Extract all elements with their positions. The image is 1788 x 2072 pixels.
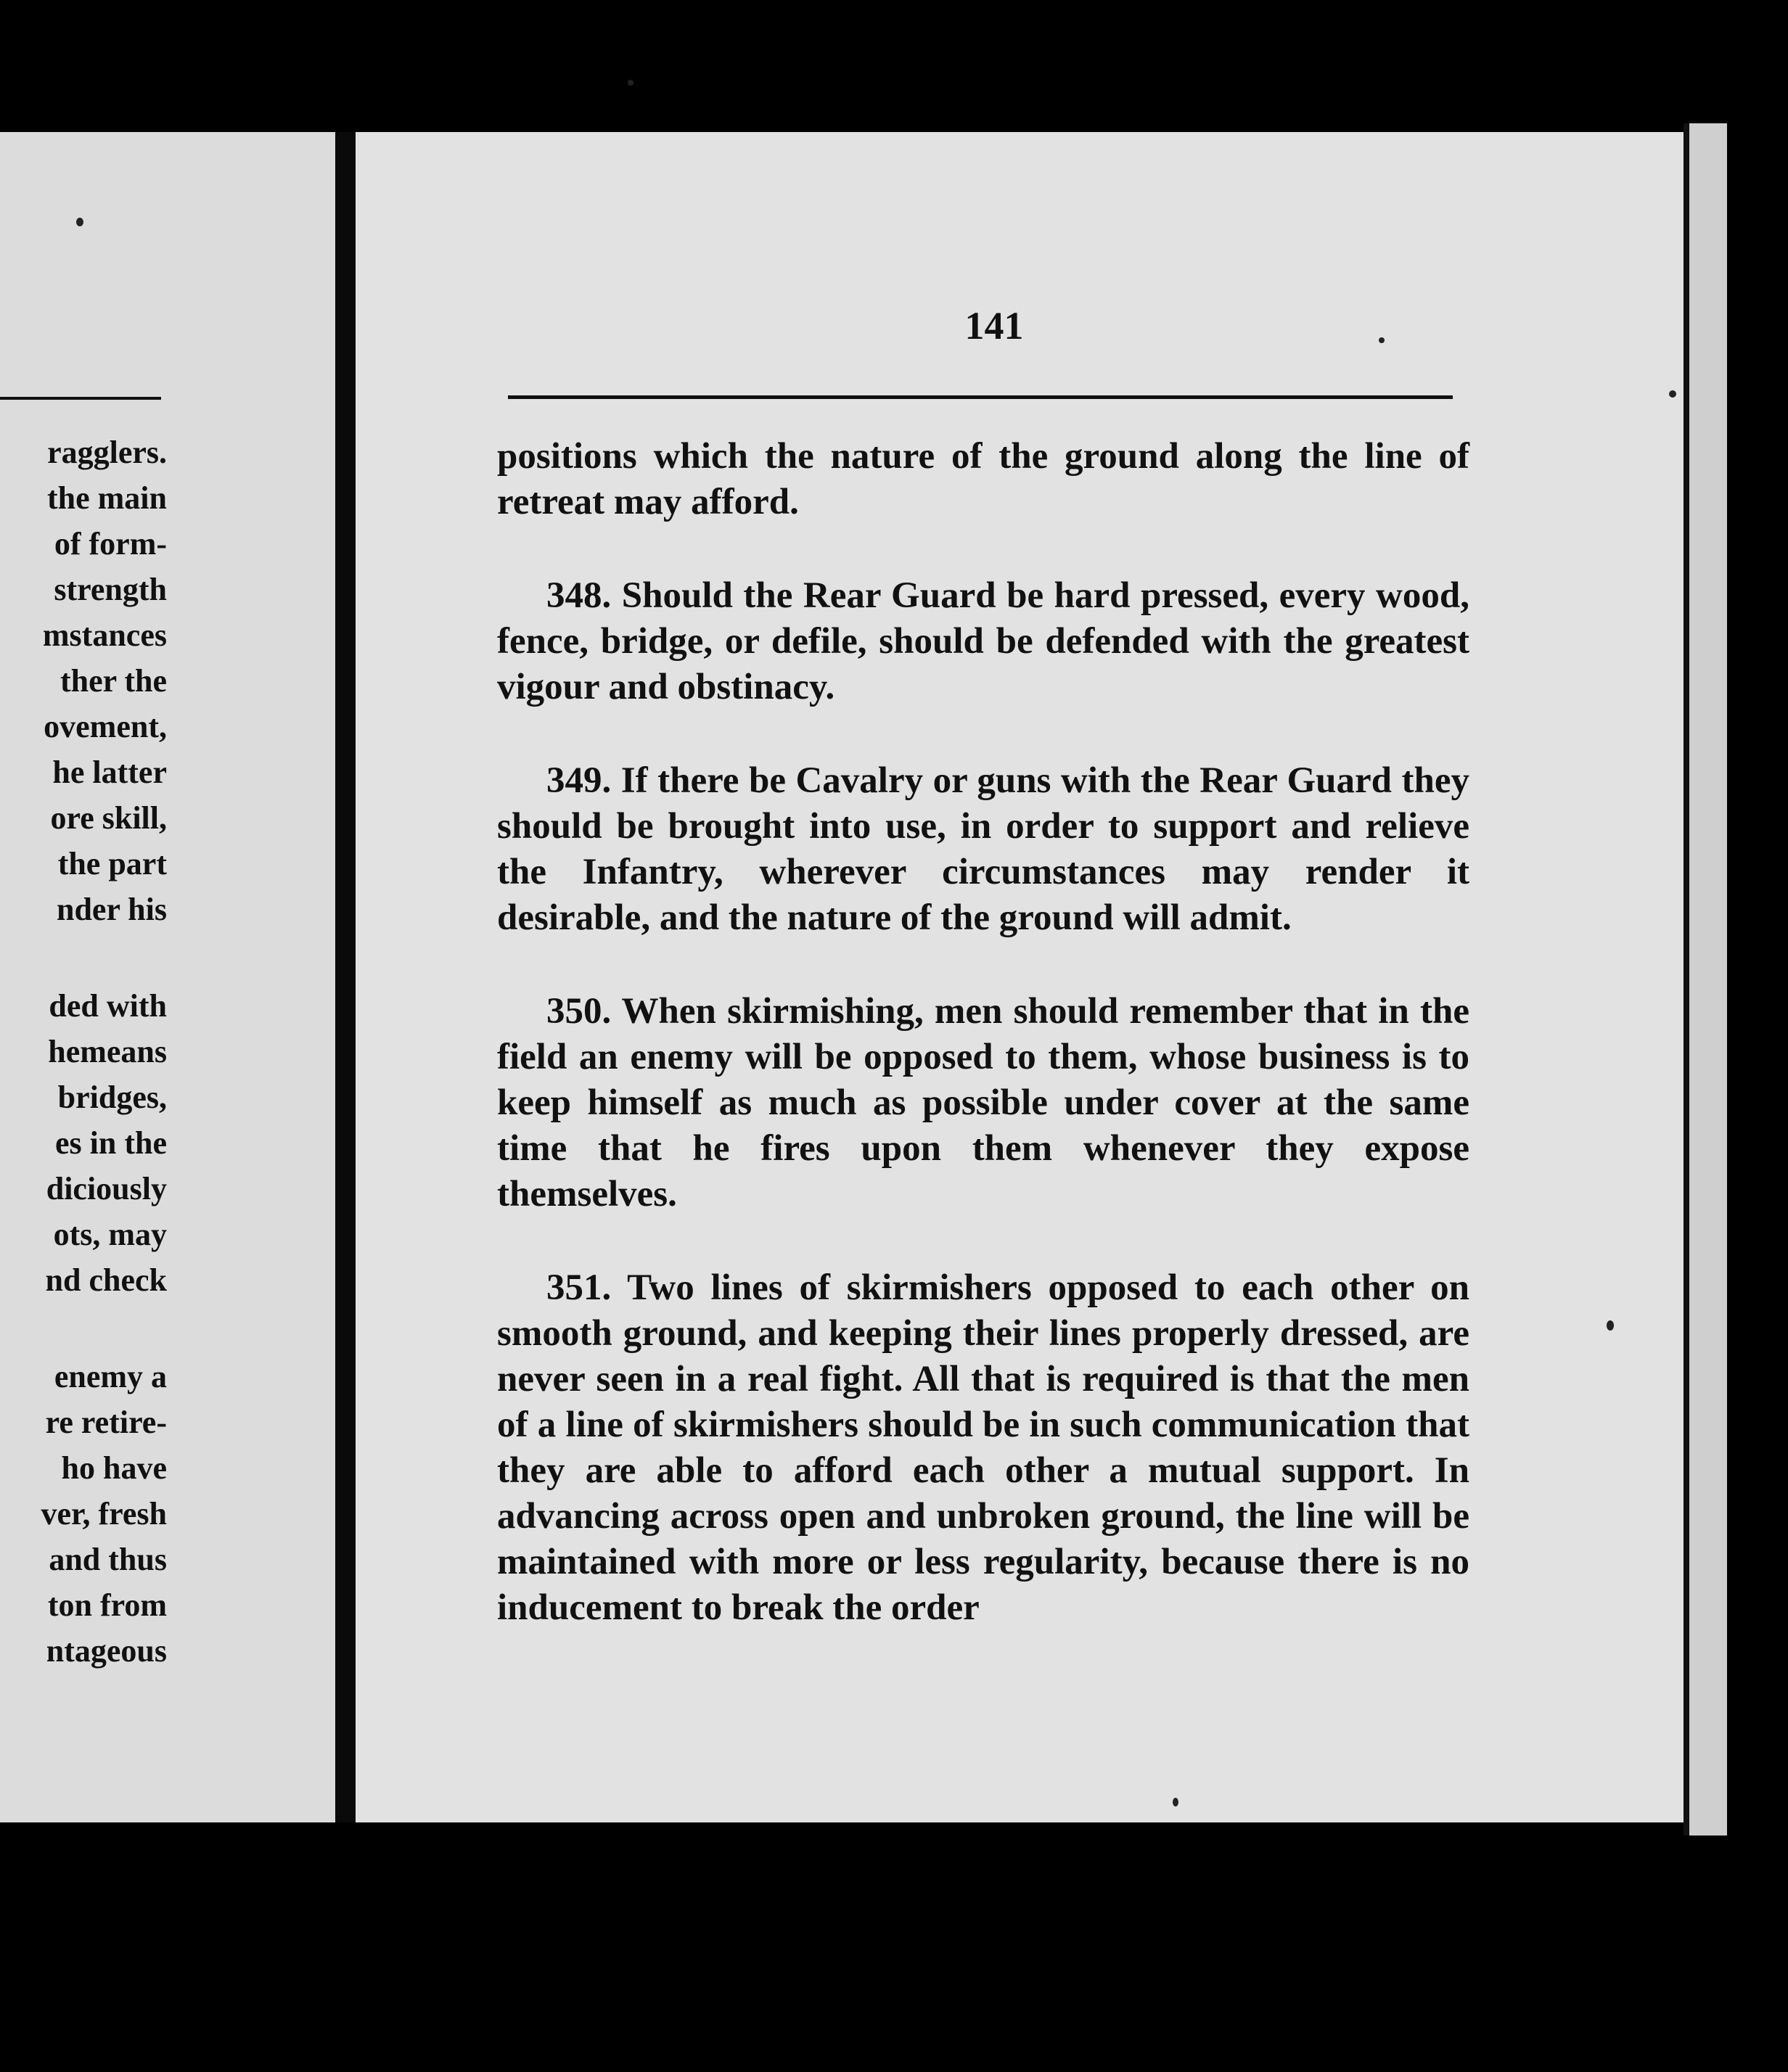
left-line: bridges, [57,1080,167,1115]
left-line: ver, fresh [41,1496,167,1532]
paragraph-349: 349. If there be Cavalry or guns with the Rear Guard they should be brought into use, in order to support and relieve the Infantry, wherever circumstances may render it desirable, and the nature of the ground will admit. [497,760,1469,938]
left-line: ton from [47,1587,167,1623]
dust-speck [1379,337,1385,343]
dust-speck [76,218,83,226]
paragraph-continuation: positions which the nature of the ground along the line of retreat may afford. [497,436,1469,522]
left-line: hemeans [48,1034,167,1069]
left-line: and thus [49,1542,167,1577]
paragraph-348: 348. Should the Rear Guard be hard pressed, every wood, fence, bridge, or defile, should be defended with the greatest vigour and obstinacy. [497,575,1469,707]
dust-speck [1607,1320,1614,1331]
dust-speck [1669,390,1676,398]
paragraph-351: 351. Two lines of skirmishers opposed to each other on smooth ground, and keeping their lines properly dressed, are never seen in a real fight. All that is required is that the men of a line of skirmishers should be in such communication that they are able to afford each other a mutual support. In advancing across open and unbroken ground, the line will be maintained with more or less regularity, because there is no inducement to break the order [497,1267,1469,1628]
left-line: diciously [46,1171,167,1206]
left-line: ther the [60,663,167,699]
left-line: mstances [42,617,167,653]
left-page-text [0,429,167,1674]
left-line: the part [57,846,167,881]
left-line: ntageous [46,1633,167,1669]
dust-speck [628,80,633,86]
left-line: ovement, [44,709,167,744]
left-line: the main [47,480,167,516]
left-line: he latter [52,755,167,790]
left-line: es in the [55,1125,167,1161]
page-edge [1684,123,1727,1835]
left-line: nder his [56,892,167,927]
page-number: 141 [964,304,1024,348]
left-line: ots, may [53,1217,167,1252]
left-line: strength [54,572,167,607]
book-gutter [335,132,356,1822]
left-line: ho have [61,1450,167,1486]
left-line: nd check [45,1262,167,1298]
left-line: ragglers. [47,435,167,470]
left-line: ded with [49,988,167,1024]
left-page [0,132,335,1822]
left-line: enemy a [54,1359,167,1394]
page-body [497,434,1469,1631]
header-rule [508,395,1453,399]
left-line: of form- [54,526,167,562]
paragraph-350: 350. When skirmishing, men should remember that in the field an enemy will be opposed to them, whose business is to keep himself as much as possible under cover at the same time that he fires upon them whenever they expose themselves. [497,991,1469,1214]
left-line: ore skill, [50,800,167,836]
dust-speck [1173,1798,1178,1806]
left-line: re retire- [45,1405,167,1440]
left-page-rule [0,397,161,400]
